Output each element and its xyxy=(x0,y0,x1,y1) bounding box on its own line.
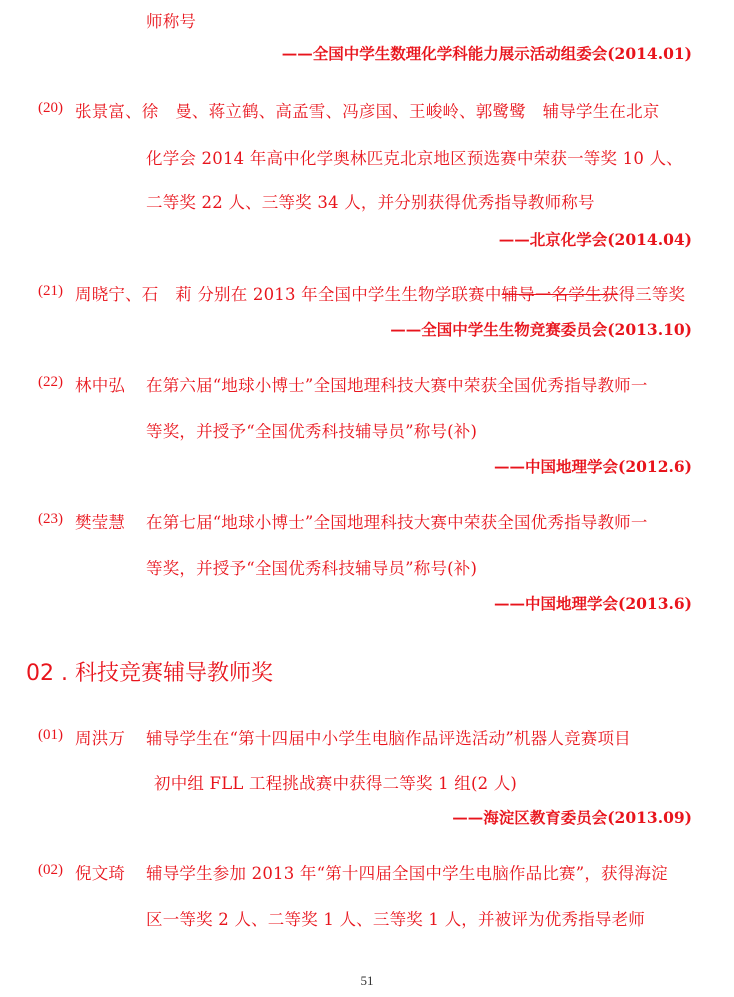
entry-19-continuation: 师称号 xyxy=(146,12,197,31)
entry-02-line-2: 区一等奖 2 人、二等奖 1 人、三等奖 1 人，并被评为优秀指导老师 xyxy=(146,910,645,929)
entry-20-source: ——北京化学会(2014.04) xyxy=(498,230,692,249)
entry-23-source: ——中国地理学会(2013.6) xyxy=(494,594,692,613)
entry-01-name: 周洪万 xyxy=(75,729,126,748)
section-heading: 02 . 科技竞赛辅导教师奖 xyxy=(26,661,273,686)
entry-23-line-1: 在第七届“地球小博士”全国地理科技大赛中荣获全国优秀指导教师一 xyxy=(146,513,648,532)
entry-20-line-2: 化学会 2014 年高中化学奥林匹克北京地区预选赛中荣获一等奖 10 人、 xyxy=(146,149,683,168)
entry-22-line-1: 在第六届“地球小博士”全国地理科技大赛中荣获全国优秀指导教师一 xyxy=(146,376,648,395)
entry-01-line-2: 初中组 FLL 工程挑战赛中获得二等奖 1 组(2 人) xyxy=(154,774,518,793)
entry-22-source: ——中国地理学会(2012.6) xyxy=(494,457,692,476)
entry-21-text-a: 周晓宁、石 莉 分别在 2013 年全国中学生生物学联赛中 xyxy=(75,285,502,304)
entry-20-line-1: 张景富、徐 曼、蒋立鹤、高孟雪、冯彦国、王峻岭、郭鹭鹭 辅导学生在北京 xyxy=(75,102,660,121)
entry-20-line-3: 二等奖 22 人、三等奖 34 人，并分别获得优秀指导教师称号 xyxy=(146,193,595,212)
entry-21-text-b: 得三等奖 xyxy=(618,285,686,304)
page-number: 51 xyxy=(360,973,374,988)
entry-20-number: (20) xyxy=(38,100,63,116)
entry-02-number: (02) xyxy=(38,862,63,878)
entry-23-number: (23) xyxy=(38,511,63,527)
entry-19-source: ——全国中学生数理化学科能力展示活动组委会(2014.01) xyxy=(281,44,692,63)
entry-21-struck-text: 辅导一名学生获 xyxy=(501,285,619,304)
entry-21-source: ——全国中学生生物竞赛委员会(2013.10) xyxy=(390,320,692,339)
entry-22-number: (22) xyxy=(38,374,63,390)
entry-01-number: (01) xyxy=(38,727,63,743)
entry-23-line-2: 等奖，并授予“全国优秀科技辅导员”称号(补) xyxy=(146,559,478,578)
entry-22-name: 林中弘 xyxy=(75,376,126,395)
entry-02-name: 倪文琦 xyxy=(75,864,126,883)
entry-01-line-1: 辅导学生在“第十四届中小学生电脑作品评选活动”机器人竞赛项目 xyxy=(146,729,631,748)
entry-21-line-1 xyxy=(75,281,685,305)
entry-22-line-2: 等奖，并授予“全国优秀科技辅导员”称号(补) xyxy=(146,422,478,441)
entry-23-name: 樊莹慧 xyxy=(75,513,126,532)
entry-01-source: ——海淀区教育委员会(2013.09) xyxy=(452,808,692,827)
entry-21-number: (21) xyxy=(38,283,63,299)
entry-02-line-1: 辅导学生参加 2013 年“第十四届全国中学生电脑作品比赛”，获得海淀 xyxy=(146,864,668,883)
